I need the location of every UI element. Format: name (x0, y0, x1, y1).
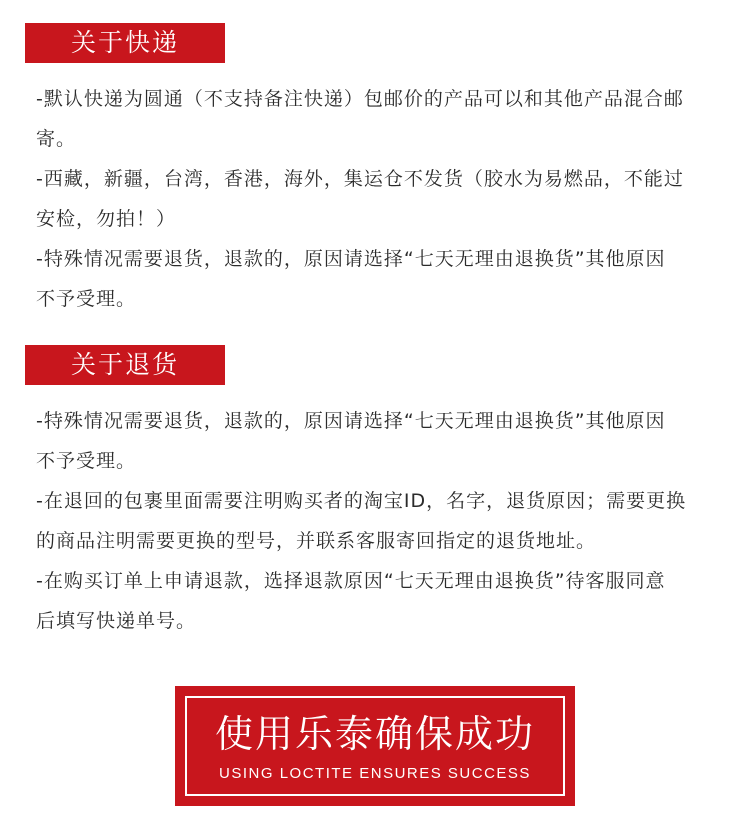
express-line: 寄。 (36, 128, 77, 150)
banner-slogan-en: USING LOCTITE ENSURES SUCCESS (219, 765, 531, 782)
express-section-title: 关于快递 (25, 23, 225, 63)
returns-policy-text (36, 401, 726, 641)
returns-section-title: 关于退货 (25, 345, 225, 385)
returns-line: -在购买订单上申请退款，选择退款原因“七天无理由退换货”待客服同意 (36, 570, 666, 592)
banner-slogan-cn: 使用乐泰确保成功 (214, 712, 535, 756)
banner-frame (185, 696, 565, 796)
express-line: 不予受理。 (36, 288, 137, 310)
returns-line: 的商品注明需要更换的型号，并联系客服寄回指定的退货地址。 (36, 530, 597, 552)
express-policy-text (36, 79, 726, 319)
express-line: 安检，勿拍！） (36, 208, 177, 230)
express-line: -默认快递为圆通（不支持备注快递）包邮价的产品可以和其他产品混合邮 (36, 88, 684, 110)
express-line: -特殊情况需要退货，退款的，原因请选择“七天无理由退换货”其他原因 (36, 248, 666, 270)
returns-line: 不予受理。 (36, 450, 137, 472)
loctite-banner (175, 686, 575, 806)
express-line: -西藏，新疆，台湾，香港，海外，集运仓不发货（胶水为易燃品，不能过 (36, 168, 684, 190)
returns-line: 后填写快递单号。 (36, 610, 197, 632)
returns-line: -特殊情况需要退货，退款的，原因请选择“七天无理由退换货”其他原因 (36, 410, 666, 432)
returns-line: -在退回的包裹里面需要注明购买者的淘宝ID，名字，退货原因；需要更换 (36, 490, 687, 512)
